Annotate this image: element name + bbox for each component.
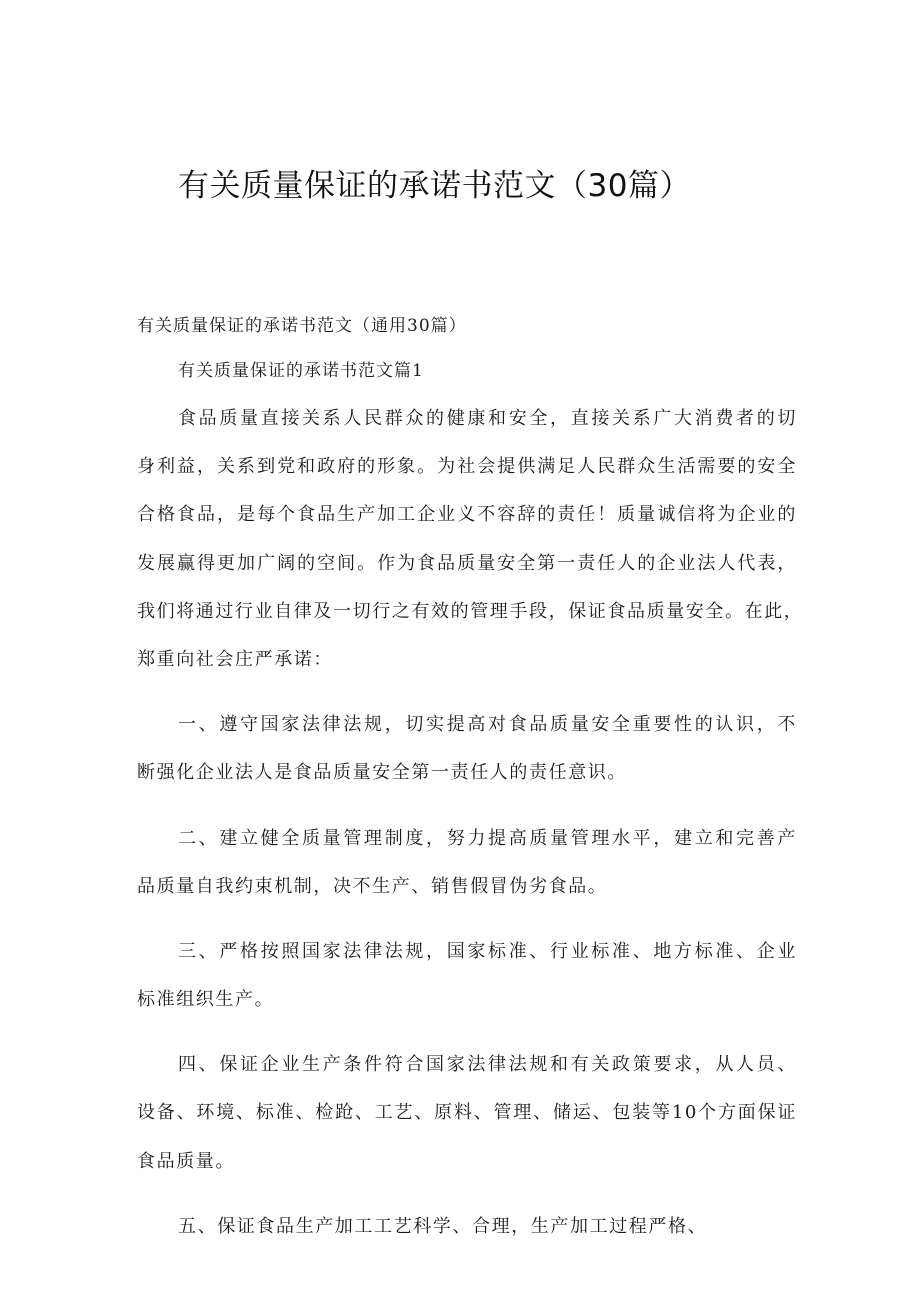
paragraph-line: 身利益，关系到党和政府的形象。为社会提供满足人民群众生活需要的安全 [137, 456, 797, 478]
paragraph-line: 合格食品，是每个食品生产加工企业义不容辞的责任！质量诚信将为企业的 [137, 504, 797, 526]
document-subtitle: 有关质量保证的承诺书范文（通用30篇） [137, 316, 467, 336]
document-title: 有关质量保证的承诺书范文（30篇） [178, 168, 691, 204]
paragraph-line: 发展赢得更加广阔的空间。作为食品质量安全第一责任人的企业法人代表， [137, 552, 797, 574]
paragraph-line: 郑重向社会庄严承诺： [137, 648, 333, 670]
section-heading: 有关质量保证的承诺书范文篇1 [178, 361, 424, 381]
paragraph-line: 一、遵守国家法律法规，切实提高对食品质量安全重要性的认识，不 [178, 714, 797, 736]
paragraph-line: 二、建立健全质量管理制度，努力提高质量管理水平，建立和完善产 [178, 827, 797, 849]
paragraph-line: 四、保证企业生产条件符合国家法律法规和有关政策要求，从人员、 [178, 1054, 797, 1076]
paragraph-line: 标准组织生产。 [137, 989, 275, 1011]
paragraph-line: 五、保证食品生产加工工艺科学、合理，生产加工过程严格、 [178, 1215, 708, 1237]
paragraph-line: 三、严格按照国家法律法规，国家标准、行业标准、地方标准、企业 [178, 940, 797, 962]
paragraph [137, 1210, 797, 1258]
paragraph-line: 品质量自我约束机制，决不生产、销售假冒伪劣食品。 [137, 875, 608, 897]
paragraph-line: 断强化企业法人是食品质量安全第一责任人的责任意识。 [137, 762, 627, 784]
paragraph-line: 设备、环境、标准、检跄、工艺、原料、管理、储运、包装等10个方面保证 [137, 1102, 797, 1124]
paragraph [137, 822, 797, 918]
paragraph-line: 我们将通过行业自律及一切行之有效的管理手段，保证食品质量安全。在此， [137, 600, 804, 622]
paragraph [137, 1048, 797, 1193]
paragraph-line: 食品质量直接关系人民群众的健康和安全，直接关系广大消费者的切 [178, 408, 797, 429]
body-text [137, 402, 804, 1275]
paragraph-line: 食品质量。 [137, 1150, 235, 1172]
paragraph [137, 402, 804, 691]
paragraph [137, 935, 797, 1031]
paragraph [137, 708, 797, 804]
